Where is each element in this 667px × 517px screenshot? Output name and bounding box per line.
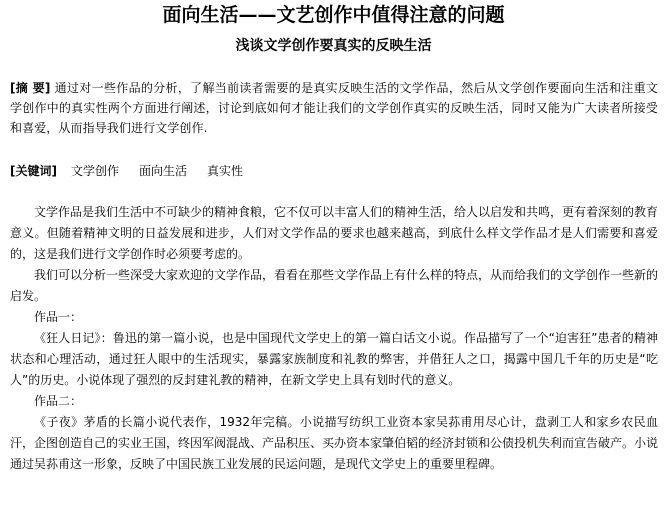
- body-paragraph: 《狂人日记》：鲁迅的第一篇小说，也是中国现代文学史上的第一篇白话文小说。作品描写了一个“迫害狂”患者的精神状态和心理活动，通过狂人眼中的生活现实，暴露家族制度和礼教的弊害，并借狂人之口，揭露中国几千年的历史是“吃人”的历史。小说体现了强烈的反封建礼教的精神，在新文学史上具有划时代的意义。: [10, 331, 658, 387]
- keyword-item: 面向生活: [139, 164, 188, 178]
- abstract-label: [摘 要]: [10, 81, 51, 95]
- body-paragraph: 作品二：: [34, 394, 83, 408]
- page-subtitle: 浅谈文学创作要真实的反映生活: [235, 38, 432, 54]
- abstract-text: 通过对一些作品的分析，了解当前读者需要的是真实反映生活的文学作品，然后从文学创作要面向生活和注重文学创作中的真实性两个方面进行阐述，讨论到底如何才能让我们的文学创作真实的反映生活，同时又能为广大读者所接受和喜爱，从而指导我们进行文学创作.: [10, 81, 659, 135]
- body-paragraph: 《子夜》茅盾的长篇小说代表作，1932年完稿。小说描写纺织工业资本家吴荪甫用尽心计，盘剥工人和家乡农民血汗，企图创造自己的实业王国，终因军阀混战、产品积压、买办资本家肇伯韬的经济封锁和公债投机失利而宣告破产。小说通过吴荪甫这一形象，反映了中国民族工业发展的民运问题，是现代文学史上的重要里程碑。: [10, 415, 659, 471]
- body-paragraph: 文学作品是我们生活中不可缺少的精神食粮，它不仅可以丰富人们的精神生活，给人以启发和共鸣，更有着深刻的教育意义。但随着精神文明的日益发展和进步，人们对文学作品的要求也越来越高，到底什么样文学作品才是人们需要和喜爱的，这是我们进行文学创作时必须要考虑的。: [10, 205, 659, 261]
- body-text: [10, 202, 658, 475]
- keywords-label: [关键词]: [10, 164, 57, 178]
- body-paragraph: 作品一：: [34, 310, 83, 324]
- page-title: 面向生活——文艺创作中值得注意的问题: [162, 4, 505, 26]
- keyword-item: 文学创作: [70, 164, 119, 178]
- keyword-item: 真实性: [207, 164, 244, 178]
- body-paragraph: 我们可以分析一些深受大家欢迎的文学作品，看看在那些文学作品上有什么样的特点，从而给我们的文学创作一些新的启发。: [10, 268, 659, 303]
- abstract-paragraph: [10, 78, 658, 138]
- keywords-line: [10, 161, 658, 181]
